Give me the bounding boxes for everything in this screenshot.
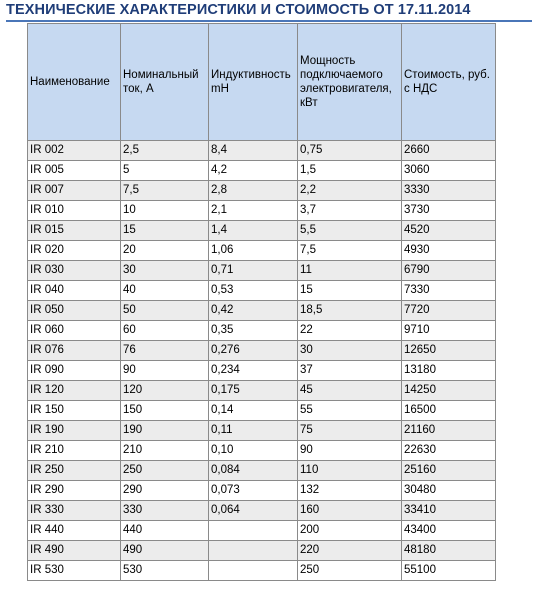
cell-motor-power: 11: [298, 261, 402, 281]
cell-price: 13180: [402, 361, 496, 381]
cell-name: IR 330: [28, 501, 121, 521]
cell-inductance: 0,10: [209, 441, 298, 461]
cell-price: 3330: [402, 181, 496, 201]
cell-rated-current: 250: [121, 461, 209, 481]
cell-motor-power: 0,75: [298, 141, 402, 161]
cell-rated-current: 150: [121, 401, 209, 421]
cell-inductance: 8,4: [209, 141, 298, 161]
table-row: [28, 521, 496, 541]
table-row: [28, 141, 496, 161]
spec-price-table: [27, 23, 496, 581]
cell-inductance: 0,53: [209, 281, 298, 301]
cell-motor-power: 160: [298, 501, 402, 521]
cell-rated-current: 290: [121, 481, 209, 501]
cell-motor-power: 5,5: [298, 221, 402, 241]
cell-name: IR 290: [28, 481, 121, 501]
cell-price: 21160: [402, 421, 496, 441]
cell-name: IR 120: [28, 381, 121, 401]
cell-rated-current: 190: [121, 421, 209, 441]
cell-rated-current: 210: [121, 441, 209, 461]
cell-price: 16500: [402, 401, 496, 421]
cell-motor-power: 22: [298, 321, 402, 341]
cell-rated-current: 530: [121, 561, 209, 581]
cell-rated-current: 40: [121, 281, 209, 301]
cell-inductance: 0,234: [209, 361, 298, 381]
table-row: [28, 561, 496, 581]
cell-motor-power: 30: [298, 341, 402, 361]
cell-motor-power: 37: [298, 361, 402, 381]
cell-name: IR 010: [28, 201, 121, 221]
table-header-row: [28, 24, 496, 141]
header-motor-power: Мощность подключаемого электровигателя, кВт: [298, 24, 402, 141]
cell-inductance: 0,073: [209, 481, 298, 501]
cell-motor-power: 132: [298, 481, 402, 501]
table-row: [28, 341, 496, 361]
cell-price: 48180: [402, 541, 496, 561]
table-row: [28, 401, 496, 421]
table-row: [28, 301, 496, 321]
cell-rated-current: 76: [121, 341, 209, 361]
table-row: [28, 381, 496, 401]
cell-name: IR 002: [28, 141, 121, 161]
cell-motor-power: 75: [298, 421, 402, 441]
cell-price: 25160: [402, 461, 496, 481]
cell-motor-power: 2,2: [298, 181, 402, 201]
cell-inductance: 0,175: [209, 381, 298, 401]
cell-price: 33410: [402, 501, 496, 521]
cell-name: IR 060: [28, 321, 121, 341]
table-row: [28, 501, 496, 521]
cell-price: 12650: [402, 341, 496, 361]
cell-rated-current: 50: [121, 301, 209, 321]
header-rated-current: Номинальный ток, А: [121, 24, 209, 141]
cell-price: 4520: [402, 221, 496, 241]
table-row: [28, 361, 496, 381]
cell-inductance: 4,2: [209, 161, 298, 181]
cell-rated-current: 490: [121, 541, 209, 561]
cell-inductance: 0,14: [209, 401, 298, 421]
cell-motor-power: 250: [298, 561, 402, 581]
cell-motor-power: 200: [298, 521, 402, 541]
table-row: [28, 181, 496, 201]
table-row: [28, 461, 496, 481]
table-row: [28, 281, 496, 301]
cell-price: 55100: [402, 561, 496, 581]
cell-price: 6790: [402, 261, 496, 281]
table-row: [28, 201, 496, 221]
cell-inductance: [209, 541, 298, 561]
cell-price: 7330: [402, 281, 496, 301]
cell-price: 7720: [402, 301, 496, 321]
cell-inductance: 0,276: [209, 341, 298, 361]
cell-name: IR 090: [28, 361, 121, 381]
cell-price: 3730: [402, 201, 496, 221]
cell-inductance: 0,064: [209, 501, 298, 521]
cell-price: 9710: [402, 321, 496, 341]
header-name: Наименование: [28, 24, 121, 141]
cell-name: IR 015: [28, 221, 121, 241]
cell-name: IR 020: [28, 241, 121, 261]
cell-motor-power: 90: [298, 441, 402, 461]
cell-motor-power: 18,5: [298, 301, 402, 321]
table-row: [28, 481, 496, 501]
cell-inductance: 2,8: [209, 181, 298, 201]
cell-name: IR 530: [28, 561, 121, 581]
header-price: Стоимость, руб. с НДС: [402, 24, 496, 141]
cell-rated-current: 5: [121, 161, 209, 181]
cell-price: 30480: [402, 481, 496, 501]
table-row: [28, 241, 496, 261]
cell-inductance: 0,084: [209, 461, 298, 481]
cell-price: 4930: [402, 241, 496, 261]
cell-rated-current: 30: [121, 261, 209, 281]
cell-price: 14250: [402, 381, 496, 401]
cell-price: 3060: [402, 161, 496, 181]
cell-inductance: [209, 561, 298, 581]
cell-price: 43400: [402, 521, 496, 541]
cell-name: IR 005: [28, 161, 121, 181]
cell-rated-current: 440: [121, 521, 209, 541]
cell-name: IR 250: [28, 461, 121, 481]
table-row: [28, 321, 496, 341]
cell-name: IR 150: [28, 401, 121, 421]
cell-inductance: 0,11: [209, 421, 298, 441]
cell-motor-power: 3,7: [298, 201, 402, 221]
table-row: [28, 421, 496, 441]
cell-motor-power: 110: [298, 461, 402, 481]
table-body: [28, 141, 496, 581]
cell-name: IR 050: [28, 301, 121, 321]
cell-inductance: [209, 521, 298, 541]
cell-rated-current: 15: [121, 221, 209, 241]
header-inductance: Индуктивность mH: [209, 24, 298, 141]
cell-rated-current: 2,5: [121, 141, 209, 161]
cell-name: IR 040: [28, 281, 121, 301]
cell-price: 2660: [402, 141, 496, 161]
cell-inductance: 0,42: [209, 301, 298, 321]
cell-motor-power: 15: [298, 281, 402, 301]
cell-rated-current: 120: [121, 381, 209, 401]
table-row: [28, 221, 496, 241]
cell-name: IR 210: [28, 441, 121, 461]
cell-motor-power: 45: [298, 381, 402, 401]
cell-inductance: 1,4: [209, 221, 298, 241]
cell-rated-current: 60: [121, 321, 209, 341]
cell-motor-power: 1,5: [298, 161, 402, 181]
cell-rated-current: 7,5: [121, 181, 209, 201]
table-row: [28, 541, 496, 561]
cell-inductance: 0,71: [209, 261, 298, 281]
cell-price: 22630: [402, 441, 496, 461]
cell-name: IR 440: [28, 521, 121, 541]
cell-rated-current: 10: [121, 201, 209, 221]
cell-rated-current: 330: [121, 501, 209, 521]
cell-name: IR 076: [28, 341, 121, 361]
cell-rated-current: 90: [121, 361, 209, 381]
cell-rated-current: 20: [121, 241, 209, 261]
table-row: [28, 441, 496, 461]
cell-motor-power: 55: [298, 401, 402, 421]
cell-inductance: 0,35: [209, 321, 298, 341]
title-underline: [6, 20, 532, 22]
cell-inductance: 1,06: [209, 241, 298, 261]
cell-inductance: 2,1: [209, 201, 298, 221]
cell-name: IR 030: [28, 261, 121, 281]
page-title: ТЕХНИЧЕСКИЕ ХАРАКТЕРИСТИКИ И СТОИМОСТЬ ОТ 17.11.2014: [6, 2, 471, 18]
table-row: [28, 261, 496, 281]
cell-name: IR 007: [28, 181, 121, 201]
cell-motor-power: 7,5: [298, 241, 402, 261]
cell-motor-power: 220: [298, 541, 402, 561]
cell-name: IR 190: [28, 421, 121, 441]
cell-name: IR 490: [28, 541, 121, 561]
table-row: [28, 161, 496, 181]
